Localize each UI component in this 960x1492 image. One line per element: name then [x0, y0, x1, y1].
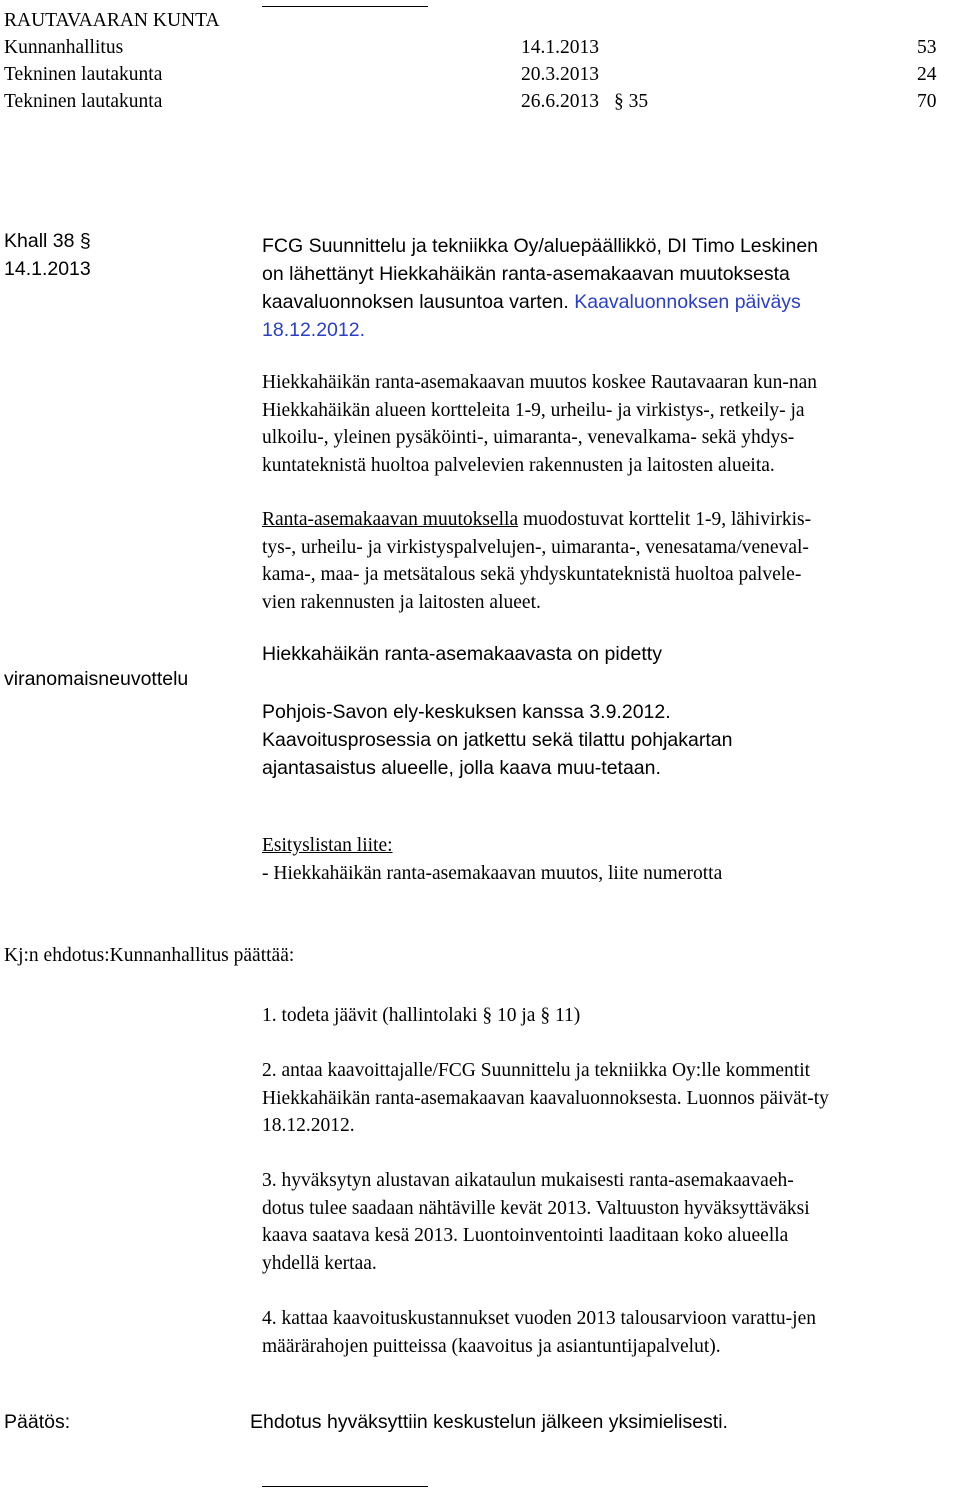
paragraph-line: vien rakennusten ja laitosten alueet.	[262, 591, 541, 613]
proposal-line: Hiekkahäikän ranta-asemakaavan kaavaluonnoksesta. Luonnos päivät-ty	[262, 1087, 829, 1109]
proposal-item-4	[262, 1305, 816, 1360]
paragraph-line: kama-, maa- ja metsätalous sekä yhdyskuntateknistä huoltoa palvele-	[262, 564, 802, 585]
header-row-2-page: 24	[917, 64, 937, 85]
intro-paragraph	[262, 232, 818, 344]
plan-area-paragraph	[262, 369, 817, 479]
proposal-line: 18.12.2012.	[262, 1115, 355, 1136]
top-rule	[262, 6, 428, 7]
proposal-line: 2. antaa kaavoittajalle/FCG Suunnittelu ja tekniikka Oy:lle kommentit	[262, 1060, 811, 1081]
header-row-3-section: § 35	[614, 91, 649, 112]
consultation-line: ajantasaistus alueelle, jolla kaava muu-tetaan.	[262, 757, 661, 779]
attachment-title: Esityslistan liite:	[262, 835, 393, 856]
consultation-side-label: viranomaisneuvottelu	[4, 668, 189, 690]
case-ref-line-2: 14.1.2013	[4, 258, 91, 280]
proposal-label: Kj:n ehdotus:Kunnanhallitus päättää:	[4, 945, 295, 966]
sketch-date-value: 18.12.2012.	[262, 319, 366, 341]
intro-line: kaavaluonnoksen lausuntoa varten.	[262, 291, 569, 313]
paragraph-line: Hiekkahäikän alueen kortteleita 1-9, urheilu- ja virkistys-, retkeily- ja	[262, 399, 805, 421]
proposal-item-3	[262, 1167, 810, 1277]
attachment-item: - Hiekkahäikän ranta-asemakaavan muutos, liite numerotta	[262, 863, 723, 884]
proposal-item-2	[262, 1057, 829, 1140]
paragraph-line: muodostuvat korttelit 1-9, lähivirkis-	[518, 509, 812, 530]
header-row-3-body: Tekninen lautakunta	[4, 91, 163, 112]
case-ref-line-1: Khall 38 §	[4, 230, 91, 252]
header-row-1-date: 14.1.2013	[521, 37, 599, 58]
decision-label: Päätös:	[4, 1411, 71, 1433]
plan-change-heading: Ranta-asemakaavan muutoksella	[262, 509, 519, 530]
proposal-line: 4. kattaa kaavoituskustannukset vuoden 2013 talousarvioon varattu-jen	[262, 1308, 816, 1329]
header-row-3-page: 70	[917, 91, 937, 112]
proposal-line: kaava saatava kesä 2013. Luontoinventointi laaditaan koko alueella	[262, 1225, 789, 1246]
sketch-date-link: Kaavaluonnoksen päiväys	[574, 291, 801, 313]
consultation-line: Pohjois-Savon ely-keskuksen kanssa 3.9.2012.	[262, 701, 671, 723]
organization-name: RAUTAVAARAN KUNTA	[4, 10, 220, 31]
proposal-line: 1. todeta jäävit (hallintolaki § 10 ja § 11)	[262, 1005, 581, 1026]
header-row-2-body: Tekninen lautakunta	[4, 64, 163, 85]
consultation-paragraph	[262, 698, 732, 782]
intro-line: FCG Suunnittelu ja tekniikka Oy/aluepäällikkö, DI Timo Leskinen	[262, 235, 819, 257]
header-row-1-page: 53	[917, 37, 937, 58]
header-row-1-body: Kunnanhallitus	[4, 37, 124, 58]
paragraph-line: ulkoilu-, yleinen pysäköinti-, uimaranta-, venevalkama- sekä yhdys-	[262, 427, 795, 448]
consultation-line: Kaavoitusprosessia on jatkettu sekä tilattu pohjakartan	[262, 729, 733, 751]
decision-text: Ehdotus hyväksyttiin keskustelun jälkeen yksimielisesti.	[250, 1411, 728, 1433]
proposal-line: yhdellä kertaa.	[262, 1252, 377, 1274]
plan-change-paragraph	[262, 506, 811, 616]
proposal-item-1	[262, 1002, 580, 1030]
bottom-rule	[262, 1486, 428, 1487]
paragraph-line: Hiekkahäikän ranta-asemakaavan muutos koskee Rautavaaran kun-nan	[262, 372, 817, 393]
header-row-2-date: 20.3.2013	[521, 64, 599, 85]
proposal-line: 3. hyväksytyn alustavan aikataulun mukaisesti ranta-asemakaavaeh-	[262, 1170, 794, 1191]
proposal-line: määrärahojen puitteissa (kaavoitus ja asiantuntijapalvelut).	[262, 1335, 721, 1357]
proposal-line: dotus tulee saadaan nähtäville kevät 2013. Valtuuston hyväksyttäväksi	[262, 1197, 810, 1219]
intro-line: on lähettänyt Hiekkahäikän ranta-asemakaavan muutoksesta	[262, 263, 790, 285]
paragraph-line: kuntateknistä huoltoa palvelevien rakennusten ja laitosten alueita.	[262, 454, 775, 476]
paragraph-line: tys-, urheilu- ja virkistyspalvelujen-, uimaranta-, venesatama/veneval-	[262, 536, 809, 558]
header-row-3-date: 26.6.2013	[521, 91, 599, 112]
consultation-line-1: Hiekkahäikän ranta-asemakaavasta on pidetty	[262, 643, 662, 665]
